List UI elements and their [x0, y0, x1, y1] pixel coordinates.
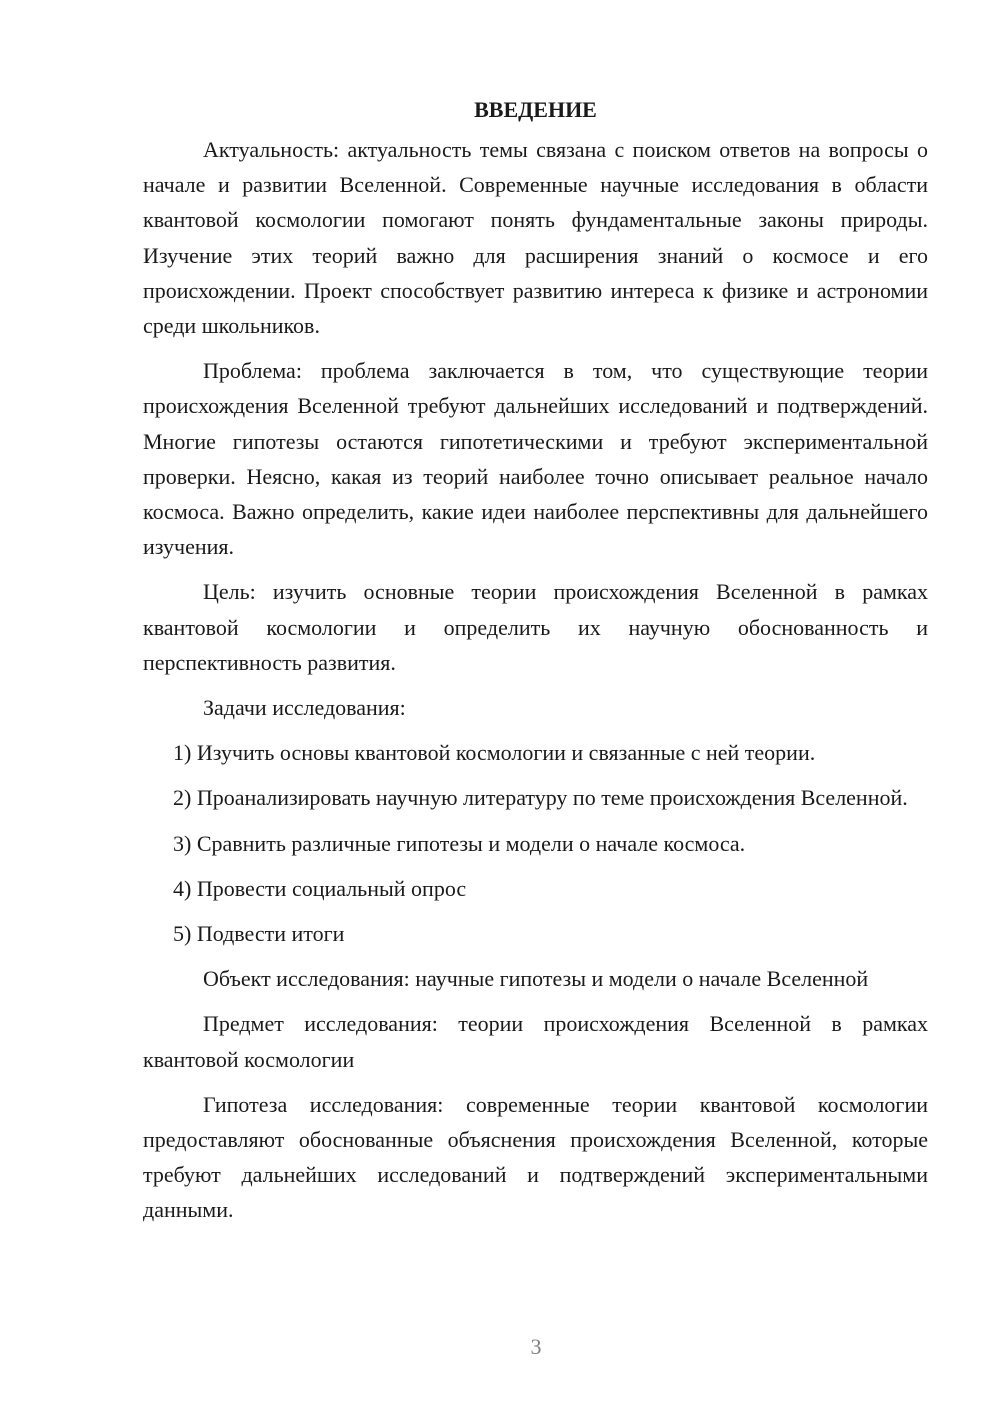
- paragraph-subject: Предмет исследования: теории происхождения Вселенной в рамках квантовой космологии: [143, 1011, 928, 1072]
- paragraph-problem: Проблема: проблема заключается в том, что существующие теории происхождения Вселенной требуют дальнейших исследований и подтверждений. Многие гипотезы остаются гипотетическими и требуют экспериментальной проверки. Неясно, какая из теорий наиболее точно описывает реальное начало космоса. Важно определить, какие идеи наиболее перспективны для дальнейшего изучения.: [143, 358, 928, 560]
- paragraph-hypothesis: Гипотеза исследования: современные теории квантовой космологии предоставляют обоснованные объяснения происхождения Вселенной, которые требуют дальнейших исследований и подтверждений экспериментальными данными.: [143, 1091, 928, 1223]
- page-number: 3: [530, 1334, 542, 1359]
- list-item-task-2: 2) Проанализировать научную литературу по теме происхождения Вселенной.: [173, 785, 908, 811]
- paragraph-object: Объект исследования: научные гипотезы и модели о начале Вселенной: [203, 966, 869, 992]
- paragraph-tasks-heading: Задачи исследования:: [203, 695, 406, 721]
- list-item-task-4: 4) Провести социальный опрос: [173, 875, 467, 901]
- list-item-task-3: 3) Сравнить различные гипотезы и модели о начале космоса.: [173, 830, 746, 856]
- document-body: [143, 92, 928, 1238]
- paragraph-relevance: Актуальность: актуальность темы связана с поиском ответов на вопросы о начале и развитии Вселенной. Современные научные исследования в области квантовой космологии помогают понять фундаментальные законы природы. Изучение этих теорий важно для расширения знаний о космосе и его происхождении. Проект способствует развитию интереса к физике и астрономии среди школьников.: [143, 137, 928, 339]
- page-title: ВВЕДЕНИЕ: [474, 97, 597, 122]
- list-item-task-1: 1) Изучить основы квантовой космологии и связанные с ней теории.: [173, 740, 816, 766]
- paragraph-goal: Цель: изучить основные теории происхождения Вселенной в рамках квантовой космологии и определить их научную обоснованность и перспективность развития.: [143, 579, 928, 675]
- list-item-task-5: 5) Подвести итоги: [173, 921, 345, 947]
